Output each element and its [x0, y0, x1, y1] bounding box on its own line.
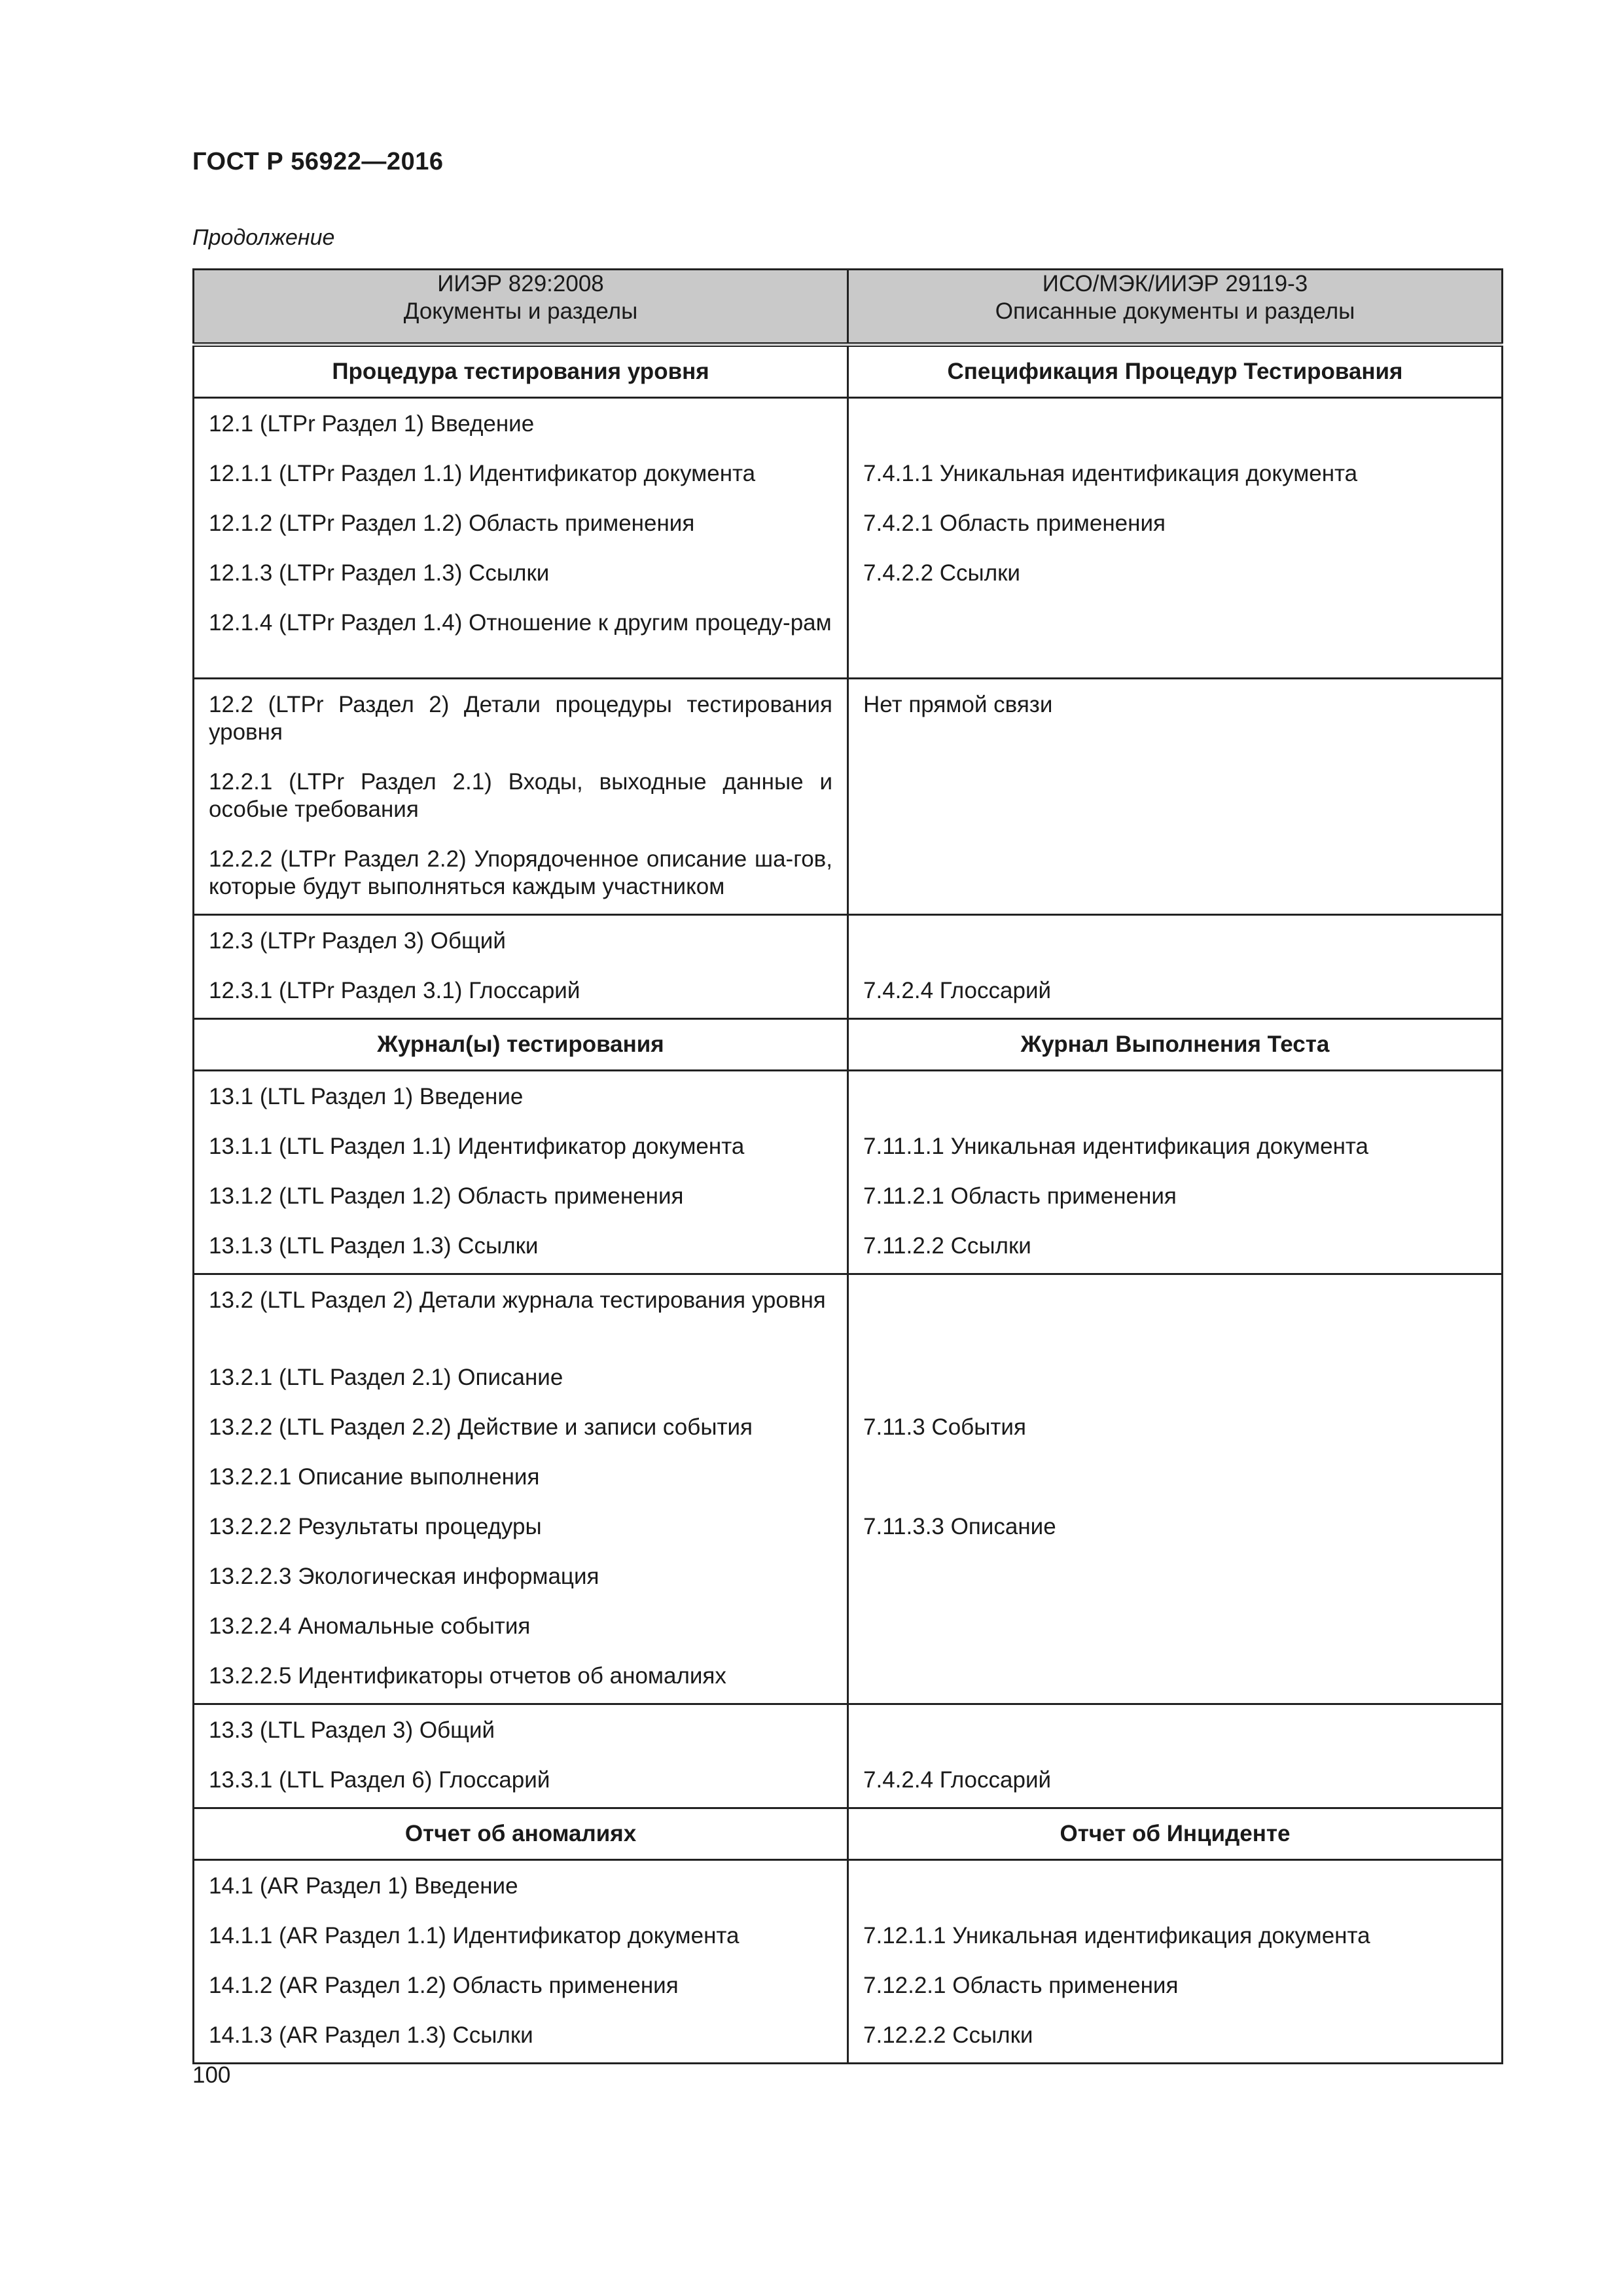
table-row	[194, 1274, 1503, 1704]
table-cell-right	[848, 679, 1503, 915]
table-cell-left	[194, 398, 848, 679]
mapped-clause-entry: 7.4.2.4 Глоссарий	[863, 1767, 1052, 1793]
table-cell-left	[194, 1704, 848, 1808]
clause-entry: 12.2 (LTPr Раздел 2) Детали процедуры тестирования уровня	[209, 692, 832, 745]
clause-entry: 12.1.3 (LTPr Раздел 1.3) Ссылки	[209, 560, 550, 586]
mapped-clause-entry	[863, 846, 1487, 901]
clause-entry: 13.2.2.4 Аномальные события	[209, 1613, 531, 1639]
clause-entry: 14.1.1 (AR Раздел 1.1) Идентификатор документа	[209, 1923, 740, 1948]
clause-entry: 13.3 (LTL Раздел 3) Общий	[209, 1717, 495, 1743]
mapped-clause-entry: Нет прямой связи	[863, 692, 1053, 717]
clause-entry: 13.2 (LTL Раздел 2) Детали журнала тестирования уровня	[209, 1287, 826, 1313]
mapped-clause-entry	[863, 1083, 1487, 1111]
clause-entry: 14.1.3 (AR Раздел 1.3) Ссылки	[209, 2022, 533, 2048]
document-title: ГОСТ Р 56922—2016	[192, 148, 444, 175]
table-cell-right	[848, 1704, 1503, 1808]
clause-entry: 12.1 (LTPr Раздел 1) Введение	[209, 411, 535, 437]
mapped-clause-entry	[863, 1662, 1487, 1690]
table-cell-right	[848, 915, 1503, 1019]
section-title-left: Журнал(ы) тестирования	[194, 1019, 848, 1071]
section-title-left: Отчет об аномалиях	[194, 1808, 848, 1860]
table-cell-right	[848, 1860, 1503, 2064]
table-cell-left	[194, 1071, 848, 1274]
clause-entry: 14.1.2 (AR Раздел 1.2) Область применения	[209, 1973, 679, 1998]
correspondence-table	[192, 268, 1503, 2064]
mapped-clause-entry: 7.11.2.1 Область применения	[863, 1183, 1177, 1209]
mapped-clause-entry	[863, 768, 1487, 823]
table-row	[194, 1704, 1503, 1808]
mapped-clause-entry: 7.11.2.2 Ссылки	[863, 1233, 1031, 1259]
section-title-right: Спецификация Процедур Тестирования	[848, 345, 1503, 398]
mapped-clause-entry	[863, 1563, 1487, 1590]
mapped-clause-entry	[863, 1873, 1487, 1900]
table-cell-right	[848, 1071, 1503, 1274]
mapped-clause-entry	[863, 410, 1487, 438]
clause-entry: 12.1.2 (LTPr Раздел 1.2) Область применения	[209, 511, 695, 536]
section-header-row	[194, 1808, 1503, 1860]
section-title-left: Процедура тестирования уровня	[194, 345, 848, 398]
mapped-clause-entry	[863, 1717, 1487, 1744]
clause-entry: 13.1 (LTL Раздел 1) Введение	[209, 1084, 524, 1109]
mapped-clause-entry: 7.12.2.2 Ссылки	[863, 2022, 1033, 2048]
clause-entry: 13.2.2.5 Идентификаторы отчетов об аномалиях	[209, 1663, 726, 1689]
column-header-ieee-caption: Документы и разделы	[403, 298, 638, 324]
clause-entry: 12.1.1 (LTPr Раздел 1.1) Идентификатор документа	[209, 461, 756, 486]
column-header-ieee-standard: ИИЭР 829:2008	[437, 271, 604, 296]
mapped-clause-entry: 7.4.2.1 Область применения	[863, 511, 1166, 536]
clause-entry: 13.2.2.1 Описание выполнения	[209, 1464, 540, 1490]
clause-entry: 12.2.2 (LTPr Раздел 2.2) Упорядоченное описание ша-гов, которые будут выполняться каждым участником	[209, 846, 832, 899]
mapped-clause-entry: 7.4.2.4 Глоссарий	[863, 978, 1052, 1003]
clause-entry: 13.2.1 (LTL Раздел 2.1) Описание	[209, 1365, 563, 1390]
mapped-clause-entry: 7.11.3 События	[863, 1414, 1026, 1440]
mapped-clause-entry	[863, 1287, 1487, 1342]
clause-entry: 13.2.2.2 Результаты процедуры	[209, 1514, 542, 1539]
mapped-clause-entry: 7.12.2.1 Область применения	[863, 1973, 1179, 1998]
clause-entry: 14.1 (AR Раздел 1) Введение	[209, 1873, 518, 1899]
column-header-iso-caption: Описанные документы и разделы	[995, 298, 1355, 324]
table-cell-left	[194, 915, 848, 1019]
column-header-iso-standard: ИСО/МЭК/ИИЭР 29119-3	[1042, 271, 1308, 296]
clause-entry: 12.3.1 (LTPr Раздел 3.1) Глоссарий	[209, 978, 580, 1003]
clause-entry: 12.2.1 (LTPr Раздел 2.1) Входы, выходные данные и особые требования	[209, 769, 832, 822]
clause-entry: 13.3.1 (LTL Раздел 6) Глоссарий	[209, 1767, 550, 1793]
clause-entry: 13.1.3 (LTL Раздел 1.3) Ссылки	[209, 1233, 539, 1259]
mapped-clause-entry: 7.4.2.2 Ссылки	[863, 560, 1020, 586]
clause-entry: 13.1.2 (LTL Раздел 1.2) Область применения	[209, 1183, 684, 1209]
section-title-right: Отчет об Инциденте	[848, 1808, 1503, 1860]
mapped-clause-entry: 7.12.1.1 Уникальная идентификация документа	[863, 1923, 1370, 1948]
table-row	[194, 1860, 1503, 2064]
table-row	[194, 679, 1503, 915]
table-body	[194, 345, 1503, 2064]
column-header-iso	[848, 270, 1503, 345]
continuation-label: Продолжение	[192, 225, 335, 250]
clause-entry: 12.1.4 (LTPr Раздел 1.4) Отношение к другим процеду-рам	[209, 610, 832, 636]
mapped-clause-entry	[863, 609, 1487, 664]
table-row	[194, 1071, 1503, 1274]
mapped-clause-entry	[863, 927, 1487, 955]
table-cell-right	[848, 398, 1503, 679]
mapped-clause-entry: 7.11.3.3 Описание	[863, 1514, 1056, 1539]
clause-entry: 13.2.2 (LTL Раздел 2.2) Действие и записи события	[209, 1414, 753, 1440]
table-cell-left	[194, 1274, 848, 1704]
page-number: 100	[192, 2062, 231, 2088]
table-cell-left	[194, 679, 848, 915]
table-row	[194, 915, 1503, 1019]
table-header-row	[194, 270, 1503, 345]
mapped-clause-entry: 7.4.1.1 Уникальная идентификация документа	[863, 461, 1358, 486]
table-cell-right	[848, 1274, 1503, 1704]
section-title-right: Журнал Выполнения Теста	[848, 1019, 1503, 1071]
section-header-row	[194, 1019, 1503, 1071]
table-cell-left	[194, 1860, 848, 2064]
clause-entry: 12.3 (LTPr Раздел 3) Общий	[209, 928, 506, 954]
mapped-clause-entry	[863, 1613, 1487, 1640]
clause-entry: 13.1.1 (LTL Раздел 1.1) Идентификатор документа	[209, 1134, 745, 1159]
mapped-clause-entry	[863, 1463, 1487, 1491]
table-row	[194, 398, 1503, 679]
column-header-ieee	[194, 270, 848, 345]
section-header-row	[194, 345, 1503, 398]
mapped-clause-entry	[863, 1364, 1487, 1391]
mapped-clause-entry: 7.11.1.1 Уникальная идентификация документа	[863, 1134, 1369, 1159]
clause-entry: 13.2.2.3 Экологическая информация	[209, 1564, 599, 1589]
